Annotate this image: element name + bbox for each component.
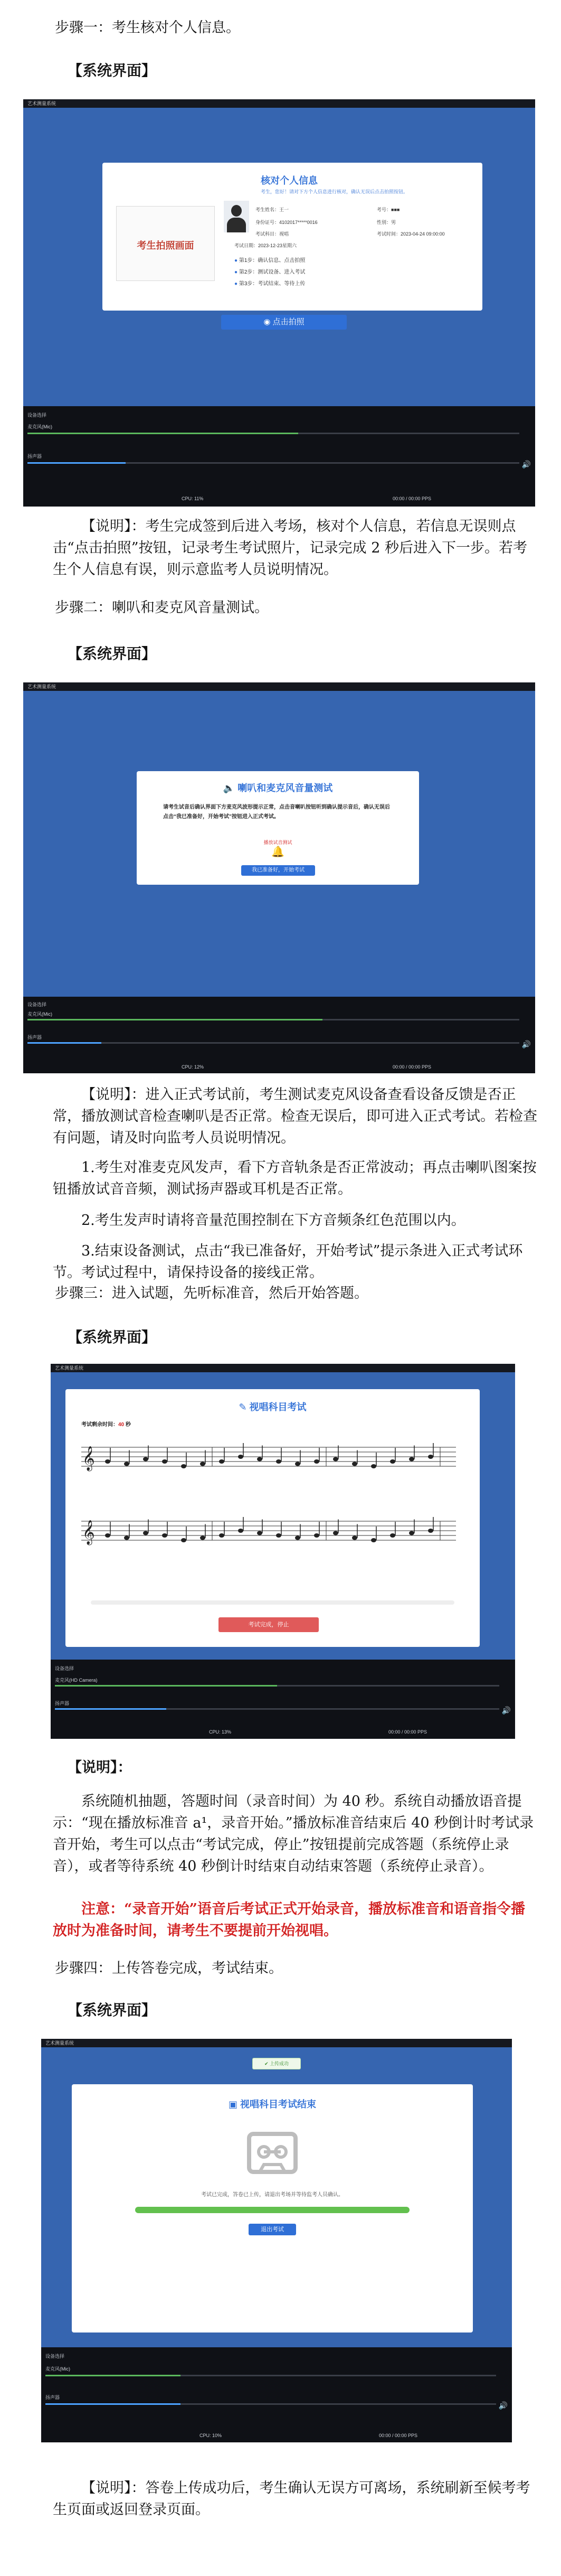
mic-device-label: 麦克风(Mic) [45,2366,70,2372]
screenshot-2 [23,682,535,1073]
start-exam-button[interactable]: 我已准备好，开始考试 [241,865,315,876]
svg-text:𝄞: 𝄞 [82,1521,95,1544]
device-panel [51,1660,515,1739]
step1-title: 步骤一：考生核对个人信息。 [55,20,240,36]
device-panel-title: 设备选择 [27,413,47,418]
speaker-level-meter [55,1708,499,1710]
speaker-level-meter [27,1042,519,1044]
step4-note: 【说明】：答卷上传成功后，考生确认无误方可离场，系统刷新至候考考生页面或返回登录页面。 [53,2480,530,2518]
step2-item-3: 3.结束设备测试，点击“我已准备好，开始考试”提示条进入正式考试环节。考试过程中，请保持设备的接线正常。 [53,1243,523,1281]
step1-note: 【说明】：考生完成签到后进入考场，核对个人信息，若信息无误则点击“点击拍照”按钮，记录考生考试照片，记录完成 2 秒后进入下一步。若考生个人信息有误，则示意监考人员说明情况。 [53,518,527,578]
avatar [224,201,249,232]
screenshot-3 [51,1364,515,1739]
status-cpu: CPU: 11% [182,496,204,501]
tape-icon [246,2127,299,2179]
mic-level-meter [55,1685,499,1687]
speaker-level-fill [45,2403,180,2405]
audio-test-card [137,771,419,885]
exit-exam-button[interactable]: 退出考试 [249,2224,296,2235]
step4-tag: 【系统界面】 [68,2001,157,2019]
speaker-device-label: 扬声器 [27,1035,42,1040]
step2-tag: 【系统界面】 [68,645,157,662]
camera-icon: ◉ [263,317,273,326]
score-sheet [76,1442,467,1569]
status-cpu: CPU: 10% [199,2433,222,2438]
countdown: 考试剩余时间：40 秒 [81,1422,131,1428]
step2-title: 步骤二：喇叭和麦克风音量测试。 [55,599,269,616]
exam-end-title: ▣ 视唱科目考试结束 [228,2099,316,2110]
speaker-level-meter [45,2403,496,2405]
mic-level-fill [55,1685,277,1687]
step3-title: 步骤三：进入试题，先听标准音，然后开始答题。 [55,1285,368,1301]
status-cpu: CPU: 13% [209,1729,232,1735]
pencil-icon: ✎ [239,1402,250,1412]
mic-level-meter [27,433,519,434]
mic-level-fill [27,433,298,434]
speaker-level-fill [27,462,126,464]
mic-device-label: 麦克风(Mic) [27,1011,52,1017]
upload-progress-fill [135,2207,410,2213]
take-photo-button[interactable]: ◉ 点击拍照 [221,315,347,330]
volume-icon[interactable]: 🔊 [521,460,531,469]
screenshot-4 [41,2039,512,2442]
window-title: 艺术测量系统 [51,1364,515,1372]
mic-level-meter [27,1019,519,1020]
volume-icon[interactable]: 🔊 [521,1040,531,1048]
field-date: 考试日期：2023-12-23星期六 [234,243,297,248]
volume-icon[interactable]: 🔊 [501,1706,511,1715]
speaker-device-label: 扬声器 [45,2395,60,2400]
card-title: 核对个人信息 [261,175,318,186]
step-item-1: ● 第1步：确认信息、点击拍照 [234,258,306,264]
window-title: 艺术测量系统 [23,99,535,108]
exam-end-text: 考试已完成，答卷已上传，请退出考场并等待监考人员确认。 [201,2192,344,2198]
device-panel-title: 设备选择 [27,1002,47,1007]
mic-level-fill [45,2375,180,2376]
window-title: 艺术测量系统 [23,682,535,691]
screenshot-1 [23,99,535,507]
field-exam-no: 考号：■■■ [377,207,400,212]
step3-note-label: 【说明】： [68,1759,132,1776]
mic-device-label: 麦克风(HD Camera) [55,1678,98,1683]
countdown-label: 考试剩余时间： [81,1422,118,1428]
step1-tag: 【系统界面】 [68,62,157,79]
bell-icon[interactable]: 🔔 [271,846,284,858]
device-panel [23,406,535,507]
music-staff-2 [81,1517,456,1545]
device-panel [41,2347,512,2442]
audio-card-title: 🔈 喇叭和麦克风音量测试 [223,783,333,793]
speaker-device-label: 扬声器 [55,1701,70,1706]
exam-end-card [72,2084,473,2333]
status-time: 00:00 / 00:00 PPS [393,1064,432,1070]
status-time: 00:00 / 00:00 PPS [379,2433,418,2438]
upload-progress-bar [135,2207,410,2213]
exam-card [65,1389,480,1647]
mic-device-label: 麦克风(Mic) [27,424,52,429]
info-card [102,163,482,311]
step4-title: 步骤四：上传答卷完成，考试结束。 [55,1960,283,1977]
exam-card-title: ✎ 视唱科目考试 [239,1402,307,1412]
countdown-value: 40 [118,1422,125,1428]
step-item-2: ● 第2步：测试设备、进入考试 [234,269,306,275]
device-panel-title: 设备选择 [55,1666,74,1671]
device-panel-title: 设备选择 [45,2354,65,2359]
step-item-3: ● 第3步：考试结束、等待上传 [234,281,306,287]
mic-level-fill [27,1019,322,1020]
calendar-icon: ▣ [228,2099,240,2110]
field-id: 身份证号：4102017*****0016 [255,220,318,225]
step2-item-2: 2.考生发声时请将音量范围控制在下方音频条红色范围以内。 [81,1212,465,1229]
speaker-level-fill [55,1708,166,1710]
music-staff-1 [81,1443,456,1472]
svg-text:𝄞: 𝄞 [82,1447,95,1470]
record-progress-bar [91,1600,454,1605]
field-subject: 考试科目：视唱 [255,231,289,237]
photo-placeholder: 考生拍照画面 [137,240,194,251]
window-title: 艺术测量系统 [41,2039,512,2047]
status-cpu: CPU: 12% [182,1064,204,1070]
upload-toast: ✔ 上传成功 [252,2058,301,2069]
step3-tag: 【系统界面】 [68,1328,157,1346]
speaker-level-meter [27,462,519,464]
device-panel [23,997,535,1073]
check-icon: ✔ [264,2061,270,2066]
field-time: 考试时间：2023-04-24 09:00:00 [377,231,445,237]
step3-warning: 注意：“录音开始”语音后考试正式开始录音，播放标准音和语音指令播放时为准备时间，请考生不要提前开始视唱。 [53,1901,526,1939]
volume-icon[interactable]: 🔊 [498,2401,508,2410]
card-subtitle: 考生，您好！请对下方个人信息进行核对，确认无误后点击拍照按钮。 [261,189,408,194]
status-time: 00:00 / 00:00 PPS [388,1729,427,1735]
status-time: 00:00 / 00:00 PPS [393,496,432,501]
speaker-device-label: 扬声器 [27,454,42,459]
field-gender: 性别：男 [377,220,396,225]
field-name: 考生姓名：王一 [255,207,289,212]
speaker-level-fill [27,1042,101,1044]
step3-note: 系统随机抽题，答题时间（录音时间）为 40 秒。系统自动播放语音提示：“现在播放标准音 a¹，录音开始。”播放标准音结束后 40 秒倒计时考试录音开始，考生可以点击“考试完成，停止”按钮提前完成答题（系统停止录音），或者等待系统 40 秒倒计时结束自动结束答题（系统停止录音）。 [53,1793,534,1875]
step2-note: 【说明】：进入正式考试前，考生测试麦克风设备查看设备反馈是否正常，播放测试音检查喇叭是否正常。检查无误后，即可进入正式考试。若检查有问题，请及时向监考人员说明情况。 [53,1086,537,1146]
mic-level-meter [45,2375,496,2376]
audio-red-hint: 播放试音测试 [263,840,292,845]
photo-box [116,206,215,281]
speaker-icon: 🔈 [223,783,238,793]
step2-item-1: 1.考生对准麦克风发声，看下方音轨条是否正常波动；再点击喇叭图案按钮播放试音音频，测试扬声器或耳机是否正常。 [53,1159,537,1197]
finish-exam-button[interactable]: 考试完成，停止 [218,1617,319,1632]
audio-card-text: 请考生试音后确认界面下方麦克风波形提示正常，点击音喇叭按钮听到确认提示音后，确认无误后点击“我已准备好，开始考试”按钮进入正式考试。 [163,804,390,820]
